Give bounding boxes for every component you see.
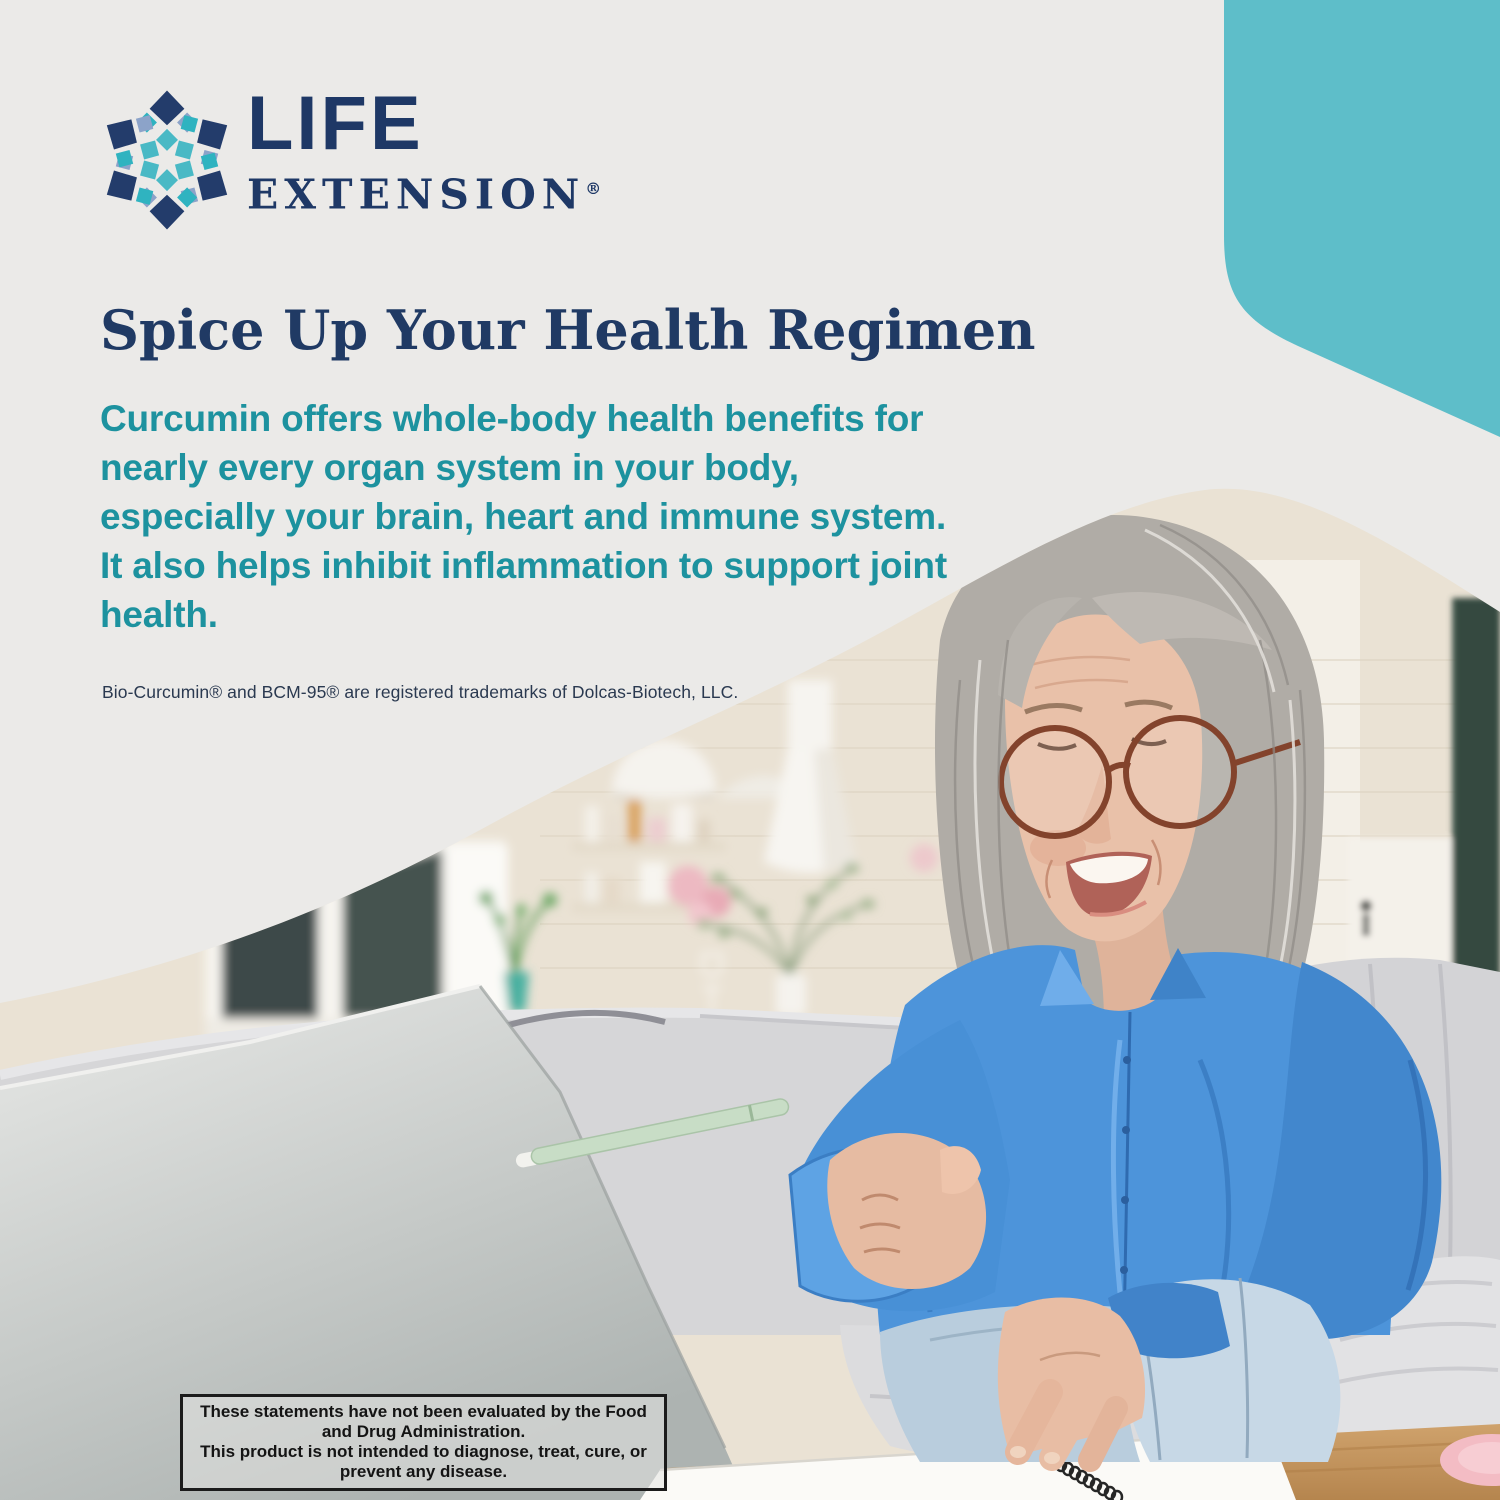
logo-text bbox=[247, 81, 602, 219]
registered-mark: ® bbox=[585, 179, 602, 198]
logo-line2: EXTENSION® bbox=[247, 170, 602, 219]
life-extension-logo bbox=[103, 81, 602, 236]
body-copy: Curcumin offers whole-body health benefits for nearly every organ system in your body, especially your brain, heart and immune system. It also helps inhibit inflammation to support joint health. bbox=[100, 398, 947, 635]
life-extension-logo-icon bbox=[103, 84, 231, 236]
headline: Spice Up Your Health Regimen bbox=[100, 298, 1036, 362]
logo-line1: LIFE bbox=[247, 81, 424, 166]
fda-disclaimer-line1: These statements have not been evaluated by the Food and Drug Administration. bbox=[200, 1402, 647, 1441]
fda-disclaimer-line2: This product is not intended to diagnose, treat, cure, or prevent any disease. bbox=[200, 1442, 647, 1481]
teal-corner-shape bbox=[1224, 0, 1500, 437]
fda-disclaimer-box bbox=[180, 1394, 667, 1491]
trademark-note: Bio-Curcumin® and BCM-95® are registered trademarks of Dolcas-Biotech, LLC. bbox=[102, 682, 739, 702]
